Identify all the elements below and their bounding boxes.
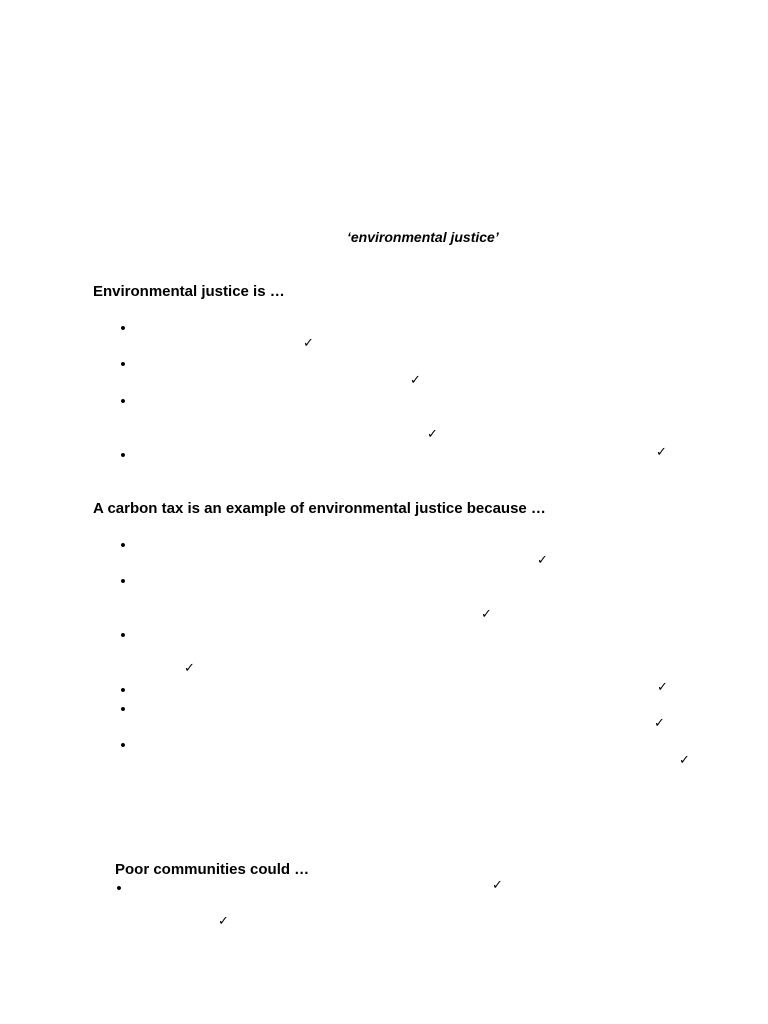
bullet-point: • (120, 701, 126, 718)
bullet-point: • (120, 573, 126, 590)
bullet-point: • (120, 320, 126, 337)
section-heading-definition: Environmental justice is … (93, 283, 285, 300)
tick-mark: ✓ (657, 680, 668, 695)
section-heading-carbon-tax: A carbon tax is an example of environmental justice because … (93, 500, 546, 517)
tick-mark: ✓ (303, 336, 314, 351)
bullet-point: • (120, 393, 126, 410)
question-term: ‘environmental justice’ (347, 229, 499, 245)
tick-mark: ✓ (537, 553, 548, 568)
tick-mark: ✓ (427, 427, 438, 442)
bullet-point: • (120, 627, 126, 644)
tick-mark: ✓ (184, 661, 195, 676)
tick-mark: ✓ (656, 445, 667, 460)
section-heading-poor-communities: Poor communities could … (115, 861, 310, 878)
tick-mark: ✓ (218, 914, 229, 929)
tick-mark: ✓ (492, 878, 503, 893)
bullet-point: • (116, 880, 122, 897)
bullet-point: • (120, 447, 126, 464)
tick-mark: ✓ (679, 753, 690, 768)
bullet-point: • (120, 537, 126, 554)
bullet-point: • (120, 356, 126, 373)
bullet-point: • (120, 737, 126, 754)
tick-mark: ✓ (481, 607, 492, 622)
tick-mark: ✓ (654, 716, 665, 731)
bullet-point: • (120, 682, 126, 699)
tick-mark: ✓ (410, 373, 421, 388)
